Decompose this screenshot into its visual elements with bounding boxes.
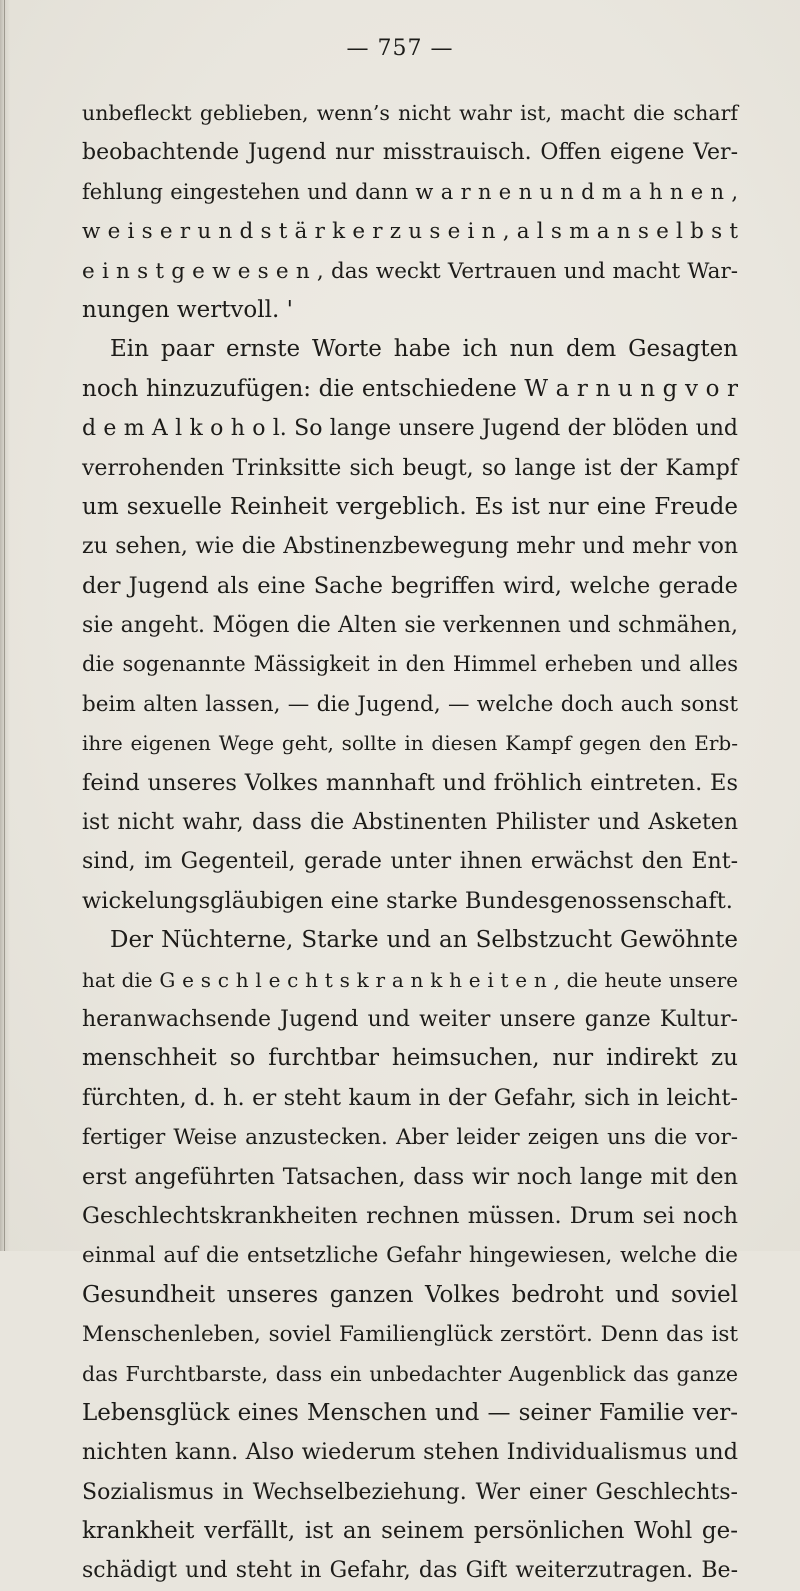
text-line: fehlung eingestehen und dann w a r n e n u n d m a h n e n , bbox=[82, 179, 738, 204]
text-line: Der Nüchterne, Starke und an Selbstzucht Gewöhnte bbox=[110, 927, 738, 954]
text-line: Lebensglück eines Menschen und — seiner Familie ver- bbox=[82, 1399, 738, 1426]
text-line: ist nicht wahr, dass die Abstinenten Philister und Asketen bbox=[82, 810, 738, 836]
page-gutter-edge bbox=[4, 0, 5, 1251]
text-line: fürchten, d. h. er steht kaum in der Gefahr, sich in leicht- bbox=[82, 1084, 738, 1111]
text-line: nungen wertvoll. ' bbox=[82, 296, 293, 323]
page-number: — 757 — bbox=[346, 36, 454, 61]
text-line: einmal auf die entsetzliche Gefahr hingewiesen, welche die bbox=[82, 1243, 738, 1269]
text-line: fertiger Weise anzustecken. Aber leider zeigen uns die vor- bbox=[82, 1125, 738, 1151]
text-line: Gesundheit unseres ganzen Volkes bedroht und soviel bbox=[82, 1281, 738, 1308]
text-line: Geschlechtskrankheiten rechnen müssen. Drum sei noch bbox=[82, 1202, 738, 1229]
text-line: krankheit verfällt, ist an seinem persönlichen Wohl ge- bbox=[82, 1518, 738, 1545]
text-line: der Jugend als eine Sache begriffen wird, welche gerade bbox=[82, 572, 738, 599]
text-line: noch hinzuzufügen: die entschiedene W a r n u n g v o r bbox=[82, 375, 738, 402]
text-line: ihre eigenen Wege geht, sollte in diesen Kampf gegen den Erb- bbox=[82, 731, 738, 756]
text-line: wickelungsgläubigen eine starke Bundesgenossenschaft. bbox=[82, 887, 733, 914]
text-line: schädigt und steht in Gefahr, das Gift weiterzutragen. Be- bbox=[82, 1558, 738, 1584]
text-line: das Furchtbarste, dass ein unbedachter Augenblick das ganze bbox=[82, 1361, 738, 1386]
text-line: um sexuelle Reinheit vergeblich. Es ist nur eine Freude bbox=[82, 493, 738, 520]
text-line: unbefleckt geblieben, wenn’s nicht wahr ist, macht die scharf bbox=[82, 101, 738, 125]
text-line: beobachtende Jugend nur misstrauisch. Offen eigene Ver- bbox=[82, 140, 738, 166]
text-line: menschheit so furchtbar heimsuchen, nur indirekt zu bbox=[82, 1045, 738, 1072]
text-line: sind, im Gegenteil, gerade unter ihnen erwächst den Ent- bbox=[82, 849, 738, 875]
text-line: zu sehen, wie die Abstinenzbewegung mehr und mehr von bbox=[82, 534, 738, 560]
text-line: d e m A l k o h o l. So lange unsere Jugend der blöden und bbox=[82, 416, 738, 442]
text-line: erst angeführten Tatsachen, dass wir noch lange mit den bbox=[82, 1163, 738, 1190]
body-text bbox=[82, 94, 738, 1591]
text-line: sie angeht. Mögen die Alten sie verkennen und schmähen, bbox=[82, 613, 738, 639]
text-line: e i n s t g e w e s e n , das weckt Vertrauen und macht War- bbox=[82, 258, 738, 284]
text-line: Menschenleben, soviel Familienglück zerstört. Denn das ist bbox=[82, 1322, 738, 1348]
text-line: Sozialismus in Wechselbeziehung. Wer einer Geschlechts- bbox=[82, 1479, 738, 1505]
page-gutter-shadow bbox=[0, 0, 10, 1251]
text-line: feind unseres Volkes mannhaft und fröhlich eintreten. Es bbox=[82, 769, 738, 796]
text-line: hat die G e s c h l e c h t s k r a n k h e i t e n , die heute unsere bbox=[82, 967, 738, 992]
text-line: verrohenden Trinksitte sich beugt, so lange ist der Kampf bbox=[82, 455, 738, 481]
text-line: Ein paar ernste Worte habe ich nun dem Gesagten bbox=[110, 336, 738, 363]
text-line: beim alten lassen, — die Jugend, — welche doch auch sonst bbox=[82, 691, 738, 717]
text-line: die sogenannte Mässigkeit in den Himmel erheben und alles bbox=[82, 652, 738, 677]
text-line: heranwachsende Jugend und weiter unsere ganze Kultur- bbox=[82, 1006, 738, 1032]
text-line: nichten kann. Also wiederum stehen Individualismus und bbox=[82, 1439, 738, 1466]
text-line: w e i s e r u n d s t ä r k e r z u s e i n , a l s m a n s e l b s t bbox=[82, 219, 738, 245]
